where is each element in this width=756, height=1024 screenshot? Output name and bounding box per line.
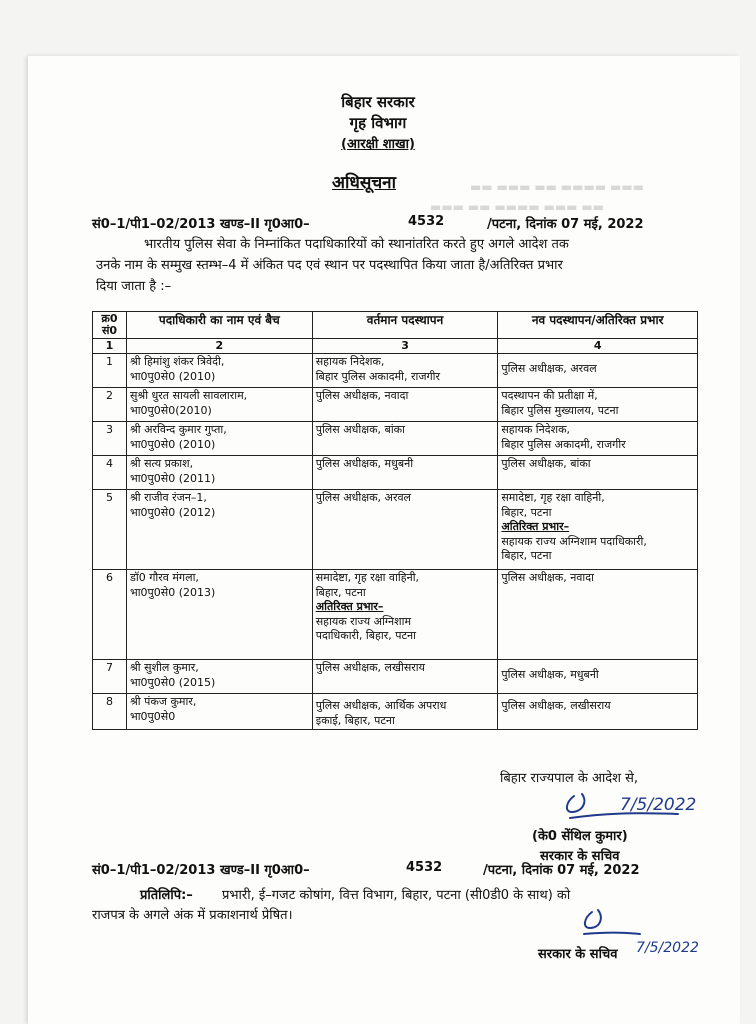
new-posting-cell [498,422,698,456]
officer-cell [126,694,312,730]
additional-charge-line: सहायक राज्य अग्निशाम [315,614,412,628]
branch-name: (आरक्षी शाखा) [341,137,415,152]
current-posting-cell [312,456,498,490]
additional-charge-line: पदाधिकारी, बिहार, पटना [315,629,416,642]
govt-name: बिहार सरकार [341,93,415,111]
copy-designation: सरकार के सचिव [538,947,618,962]
bleed-through-text: ▬▬▬ ▬▬ ▬▬▬▬ ▬▬▬ ▬▬ [430,200,604,214]
bleed-through-text: ▬▬ ▬▬▬ ▬▬ ▬▬▬▬ ▬▬▬ [470,180,644,194]
column-number-row [93,339,698,354]
officer-name: सुश्री धुरत सायली सावलाराम, [129,389,248,402]
new-posting-line: पुलिस अधीक्षक, बांका [501,457,591,470]
officer-cell [126,456,312,490]
officer-batch: भा0पु0से0 (2012) [129,505,216,519]
table-row [93,388,698,422]
column-number: 3 [312,339,498,354]
notification-title: अधिसूचना [332,173,396,193]
signature-date: 7/5/2022 [620,795,697,815]
row-sn: 2 [93,388,127,422]
copy-line: राजपत्र के अगले अंक में प्रकाशनार्थ प्रेषित। [92,908,293,923]
new-posting-cell [498,490,698,570]
new-posting-line: सहायक निदेशक, [501,423,571,436]
copy-memo-number: 4532 [406,860,443,875]
new-posting-line: पुलिस अधीक्षक, मधुबनी [501,668,599,681]
officer-batch: भा0पु0से0(2010) [129,403,212,417]
by-order-text: बिहार राज्यपाल के आदेश से, [500,771,639,786]
copy-line: प्रभारी, ई–गजट कोषांग, वित्त विभाग, बिहार, पटना (सी0डी0 के साथ) को [222,888,571,903]
column-number: 2 [126,339,312,354]
row-sn: 3 [93,422,127,456]
intro-line: भारतीय पुलिस सेवा के निम्नांकित पदाधिकारियों को स्थानांतरित करते हुए अगले आदेश तक [144,237,569,252]
signatory-name: (के0 सेंथिल कुमार) [532,829,628,844]
officer-name: श्री राजीव रंजन–1, [129,491,207,504]
table-header-row [93,312,698,339]
current-posting-line: पुलिस अधीक्षक, अरवल [315,491,412,504]
row-sn: 1 [93,354,127,388]
new-posting-cell [498,456,698,490]
officer-batch: भा0पु0से0 (2010) [129,369,216,383]
officer-cell [126,570,312,660]
current-posting-line: बिहार पुलिस अकादमी, राजगीर [315,369,441,383]
current-posting-line: इकाई, बिहार, पटना [315,713,395,727]
col-header-sn: क्र0 सं0 [93,312,127,339]
transfer-table [92,311,698,730]
new-posting-line: समादेष्टा, गृह रक्षा वाहिनी, [501,491,605,504]
officer-cell [126,354,312,388]
officer-batch: भा0पु0से0 (2010) [129,437,216,451]
table-row [93,456,698,490]
current-posting-line: पुलिस अधीक्षक, लखीसराय [315,661,426,674]
row-sn: 5 [93,490,127,570]
new-posting-line: पदस्थापन की प्रतीक्षा में, [501,389,598,402]
new-posting-line: पुलिस अधीक्षक, लखीसराय [501,699,611,712]
current-posting-cell [312,660,498,694]
copy-label: प्रतिलिपि:– [140,888,193,903]
col-header-current: वर्तमान पदस्थापन [312,312,498,339]
additional-charge-label: अतिरिक्त प्रभार– [315,600,384,613]
officer-name: श्री हिमांशु शंकर त्रिवेदी, [129,355,225,368]
officer-cell [126,490,312,570]
officer-cell [126,422,312,456]
copy-signature-date: 7/5/2022 [636,940,699,956]
table-row [93,490,698,570]
current-posting-line: समादेष्टा, गृह रक्षा वाहिनी, [315,571,420,584]
col-header-new: नव पदस्थापन/अतिरिक्त प्रभार [498,312,698,339]
table-row [93,694,698,730]
current-posting-cell [312,570,498,660]
new-posting-line: बिहार पुलिस मुख्यालय, पटना [501,403,619,417]
new-posting-line: पुलिस अधीक्षक, अरवल [501,362,597,375]
new-posting-line: बिहार, पटना [501,505,552,519]
additional-charge-line: सहायक राज्य अग्निशाम पदाधिकारी, [501,534,647,548]
row-sn: 8 [93,694,127,730]
row-sn: 4 [93,456,127,490]
new-posting-cell [498,354,698,388]
current-posting-line: पुलिस अधीक्षक, बांका [315,423,405,436]
current-posting-cell [312,422,498,456]
officer-batch: भा0पु0से0 [129,709,176,723]
current-posting-line: सहायक निदेशक, [315,355,385,368]
officer-cell [126,660,312,694]
table-row [93,422,698,456]
row-sn: 7 [93,660,127,694]
officer-batch: भा0पु0से0 (2013) [129,585,216,599]
new-posting-cell [498,694,698,730]
new-posting-cell [498,388,698,422]
table-row [93,570,698,660]
officer-batch: भा0पु0से0 (2015) [129,675,216,689]
current-posting-cell [312,490,498,570]
additional-charge-label: अतिरिक्त प्रभार– [501,520,570,533]
current-posting-line: पुलिस अधीक्षक, मधुबनी [315,457,414,470]
additional-charge-line: बिहार, पटना [501,549,552,562]
current-posting-line: बिहार, पटना [315,585,366,599]
new-posting-cell [498,660,698,694]
signatory-designation: सरकार के सचिव [540,849,620,864]
intro-line: दिया जाता है :– [96,279,172,294]
officer-name: डॉ0 गौरव मंगला, [129,571,199,584]
new-posting-cell [498,570,698,660]
copy-reference-number: सं0–1/पी1–02/2013 खण्ड–II गृ0आ0– [92,863,310,878]
officer-name: श्री पंकज कुमार, [129,695,197,708]
col-header-name: पदाधिकारी का नाम एवं बैच [126,312,312,339]
copy-place-date: /पटना, दिनांक 07 मई, 2022 [483,863,640,878]
intro-paragraph [96,234,696,297]
place-date: /पटना, दिनांक 07 मई, 2022 [487,217,644,232]
reference-number: सं0–1/पी1–02/2013 खण्ड–II गृ0आ0– [92,217,310,232]
current-posting-cell [312,388,498,422]
intro-line: उनके नाम के सम्मुख स्तम्भ–4 में अंकित पद एवं स्थान पर पदस्थापित किया जाता है/अतिरिक्त प्रभार [96,258,563,273]
table-row [93,354,698,388]
officer-cell [126,388,312,422]
current-posting-line: पुलिस अधीक्षक, नवादा [315,389,409,402]
table-row [93,660,698,694]
memo-number: 4532 [408,214,445,229]
new-posting-line: बिहार पुलिस अकादमी, राजगीर [501,437,626,451]
row-sn: 6 [93,570,127,660]
column-number: 1 [93,339,127,354]
officer-name: श्री सत्य प्रकाश, [129,457,194,470]
officer-batch: भा0पु0से0 (2011) [129,471,216,485]
department-name: गृह विभाग [349,114,407,132]
officer-name: श्री अरविन्द कुमार गुप्ता, [129,423,227,436]
new-posting-line: पुलिस अधीक्षक, नवादा [501,571,594,584]
current-posting-line: पुलिस अधीक्षक, आर्थिक अपराध [315,699,447,712]
officer-name: श्री सुशील कुमार, [129,661,199,674]
column-number: 4 [498,339,698,354]
current-posting-cell [312,354,498,388]
current-posting-cell [312,694,498,730]
